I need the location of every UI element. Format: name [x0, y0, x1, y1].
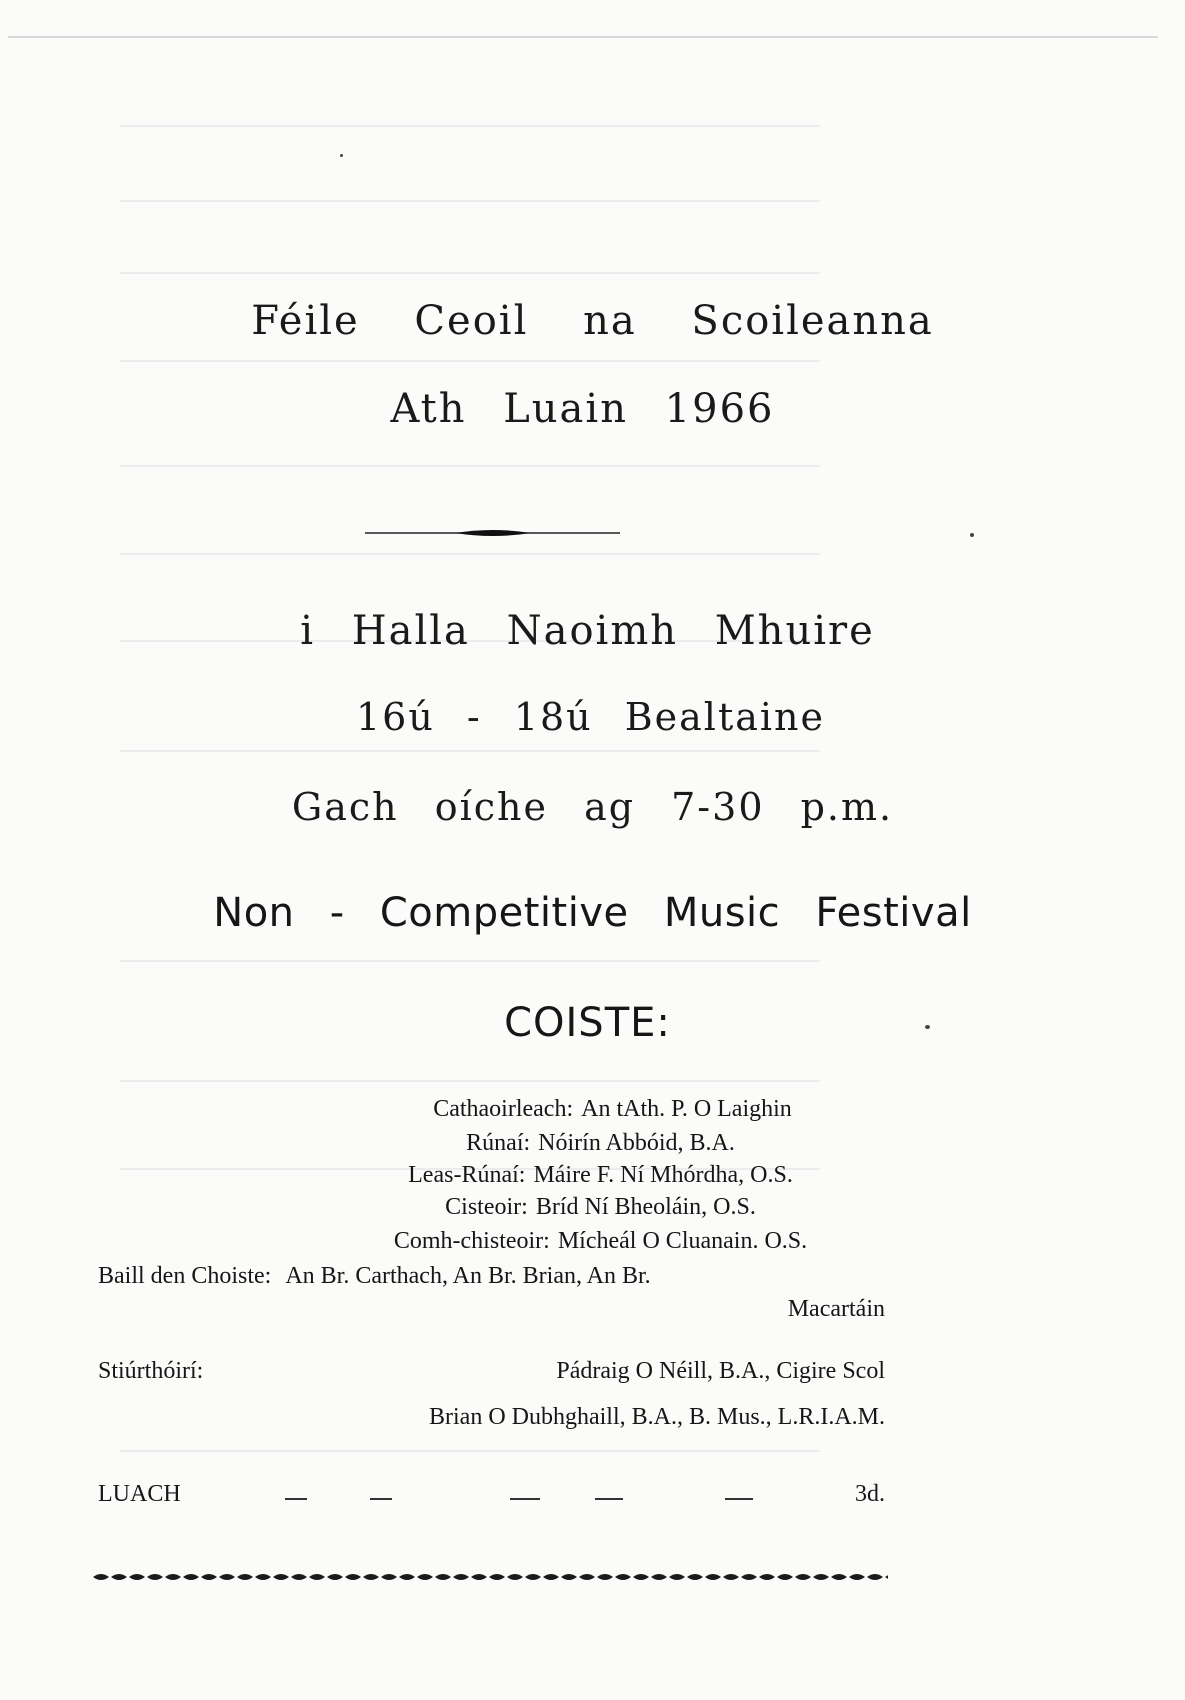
committee-members-row	[98, 1263, 651, 1290]
leader-dash	[510, 1498, 540, 1500]
member-name: Mícheál O Cluanain. O.S.	[557, 1228, 808, 1254]
committee-member-row	[8, 1162, 1185, 1189]
ornamental-divider	[365, 528, 620, 538]
baill-label: Baill den Choiste:	[98, 1263, 272, 1289]
dates-line: 16ú - 18ú Bealtaine	[356, 695, 825, 739]
show-through-line	[120, 1080, 820, 1082]
leader-dash	[285, 1498, 307, 1500]
member-role: Leas-Rúnaí:	[408, 1162, 526, 1188]
show-through-line	[120, 200, 820, 202]
price-label: LUACH	[98, 1481, 181, 1507]
baill-names: An Br. Carthach, An Br. Brian, An Br.	[285, 1263, 651, 1289]
show-through-line	[120, 272, 820, 274]
director-name: Brian O Dubhghaill, B.A., B. Mus., L.R.I.A.M.	[429, 1404, 885, 1430]
committee-member-row	[8, 1130, 1185, 1157]
leader-dash	[725, 1498, 753, 1500]
show-through-line	[120, 750, 820, 752]
venue-line: i Halla Naoimh Mhuire	[300, 608, 875, 654]
director-name: Pádraig O Néill, B.A., Cigire Scol	[556, 1358, 885, 1384]
baill-continuation: Macartáin	[787, 1296, 885, 1322]
show-through-line	[120, 1450, 820, 1452]
show-through-line	[120, 960, 820, 962]
show-through-line	[120, 553, 820, 555]
leader-dash	[370, 1498, 392, 1500]
committee-member-row	[8, 1228, 1185, 1255]
show-through-line	[120, 465, 820, 467]
member-name: Máire F. Ní Mhórdha, O.S.	[533, 1162, 793, 1188]
committee-member-row	[8, 1194, 1185, 1221]
member-role: Comh-chisteoir:	[393, 1228, 550, 1254]
member-role: Rúnaí:	[466, 1130, 531, 1156]
festival-title: Féile Ceoil na Scoileanna	[251, 298, 934, 344]
committee-member-row	[20, 1096, 1185, 1123]
leader-dash	[595, 1498, 623, 1500]
ornamental-border	[92, 1570, 888, 1584]
committee-heading: COISTE:	[504, 1000, 671, 1046]
show-through-line	[120, 125, 820, 127]
show-through-line	[120, 360, 820, 362]
time-line: Gach oíche ag 7-30 p.m.	[291, 785, 894, 829]
page-edge	[8, 36, 1158, 38]
member-name: An tAth. P. O Laighin	[581, 1096, 792, 1122]
paper-speck	[340, 154, 343, 157]
member-name: Bríd Ní Bheoláin, O.S.	[535, 1194, 756, 1220]
member-role: Cisteoir:	[445, 1194, 528, 1220]
price-value: 3d.	[855, 1481, 885, 1507]
member-role: Cathaoirleach:	[433, 1096, 574, 1122]
directors-label: Stiúrthóirí:	[98, 1358, 204, 1384]
festival-subtitle: Non - Competitive Music Festival	[213, 890, 972, 936]
festival-place-year: Ath Luain 1966	[390, 386, 775, 432]
paper-speck	[970, 533, 974, 537]
member-name: Nóirín Abbóid, B.A.	[538, 1130, 735, 1156]
